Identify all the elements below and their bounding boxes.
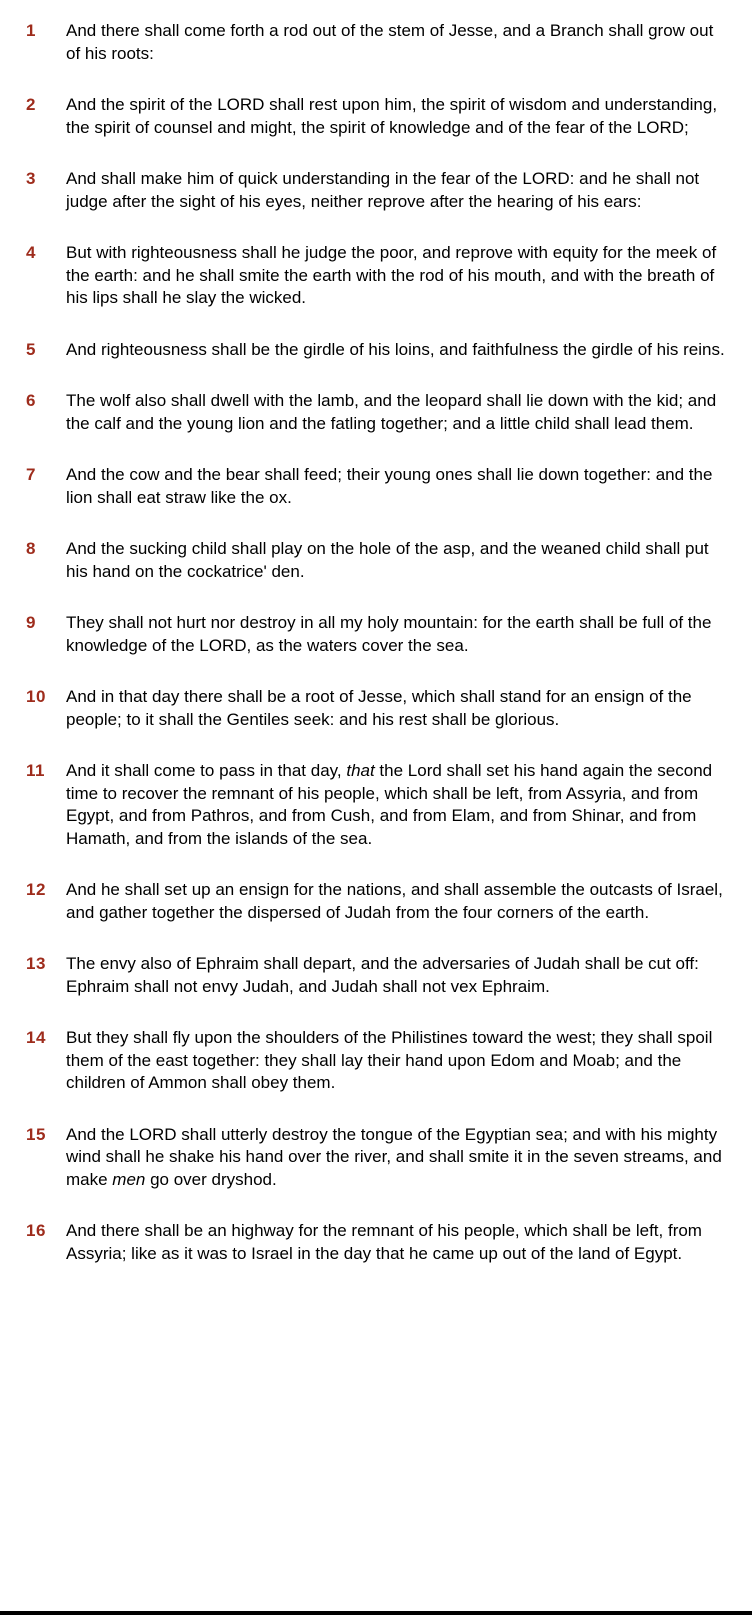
verse-text-segment: And righteousness shall be the girdle of his loins, and faithfulness the girdle of his reins. (66, 339, 725, 359)
verse-text (66, 953, 750, 998)
verse-row (0, 464, 752, 509)
verse-number: 7 (26, 465, 36, 484)
verse-row (0, 242, 752, 310)
verse-text (66, 879, 750, 924)
verse-number: 8 (26, 539, 36, 558)
verse-row (0, 760, 752, 850)
verse-text (66, 538, 750, 583)
verse-list (0, 20, 752, 1265)
verse-number: 12 (26, 880, 46, 899)
verse-text-segment: the Lord shall set his hand again the second time to recover the remnant of his people, which shall be left, from Assyria, and from Egypt, and from Pathros, and from Cush, and from Elam, and from Shinar, and from Hamath, and from the islands of the sea. (66, 761, 713, 848)
verse-text-segment: The wolf also shall dwell with the lamb, and the leopard shall lie down with the kid; and the calf and the young lion and the fatling together; and a little child shall lead them. (66, 391, 717, 433)
verse-text-segment: They shall not hurt nor destroy in all my holy mountain: for the earth shall be full of the knowledge of the LORD, as the waters cover the sea. (66, 613, 712, 655)
verse-text-segment: And it shall come to pass in that day, (66, 761, 347, 780)
verse-number: 4 (26, 243, 36, 262)
verse-text-segment: go over dryshod. (145, 1169, 277, 1189)
verse-number: 3 (26, 169, 36, 188)
verse-text-italic-segment: that (346, 761, 375, 780)
verse-row (0, 538, 752, 583)
verse-text (66, 390, 750, 435)
verse-text (66, 242, 750, 310)
verse-row (0, 20, 752, 65)
verse-text-segment: But with righteousness shall he judge the poor, and reprove with equity for the meek of the earth: and he shall smite the earth with the rod of his mouth, and with the breath of his lips shall he slay the wicked. (66, 243, 717, 307)
verse-row (0, 686, 752, 731)
verse-text-segment: And there shall be an highway for the remnant of his people, which shall be left, from Assyria; like as it was to Israel in the day that he came up out of the land of Egypt. (66, 1221, 702, 1263)
verse-number: 13 (26, 954, 46, 973)
verse-number: 15 (26, 1124, 46, 1144)
verse-number: 14 (26, 1028, 46, 1047)
verse-text-segment: And shall make him of quick understanding in the fear of the LORD: and he shall not judge after the sight of his eyes, neither reprove after the hearing of his ears: (66, 169, 700, 211)
verse-text (66, 1027, 750, 1095)
verse-row (0, 612, 752, 657)
verse-text-segment: And the cow and the bear shall feed; their young ones shall lie down together: and the lion shall eat straw like the ox. (66, 465, 713, 507)
verse-text (66, 760, 750, 850)
verse-text (66, 464, 750, 509)
verse-text (66, 1124, 750, 1192)
verse-number: 9 (26, 613, 36, 632)
verse-number: 1 (26, 21, 36, 40)
verse-text-segment: The envy also of Ephraim shall depart, and the adversaries of Judah shall be cut off: Ephraim shall not envy Judah, and Judah shall not vex Ephraim. (66, 954, 699, 996)
verse-row (0, 1027, 752, 1095)
verse-row (0, 1220, 752, 1265)
verse-row (0, 390, 752, 435)
verse-number: 2 (26, 95, 36, 114)
verse-text (66, 686, 750, 731)
verse-text (66, 20, 750, 65)
verse-text-segment: And the spirit of the LORD shall rest upon him, the spirit of wisdom and understanding, the spirit of counsel and might, the spirit of knowledge and of the fear of the LORD; (66, 95, 718, 137)
verse-text (66, 1220, 750, 1265)
verse-number: 16 (26, 1221, 46, 1240)
verse-row (0, 94, 752, 139)
verse-row (0, 1124, 752, 1192)
verse-number: 6 (26, 391, 36, 410)
verse-row (0, 168, 752, 213)
verse-text-segment: And the sucking child shall play on the hole of the asp, and the weaned child shall put his hand on the cockatrice' den. (66, 539, 709, 581)
verse-row (0, 953, 752, 998)
verse-number: 11 (26, 761, 45, 780)
verse-text (66, 339, 750, 362)
verse-text-segment: And in that day there shall be a root of Jesse, which shall stand for an ensign of the people; to it shall the Gentiles seek: and his rest shall be glorious. (66, 687, 692, 729)
verse-text (66, 612, 750, 657)
verse-text-segment: And the LORD shall utterly destroy the tongue of the Egyptian sea; and with his mighty wind shall he shake his hand over the river, and shall smite it in the seven streams, and make (66, 1124, 722, 1189)
bottom-divider (0, 1611, 752, 1615)
verse-text-segment: And there shall come forth a rod out of the stem of Jesse, and a Branch shall grow out of his roots: (66, 21, 714, 63)
verse-text-segment: But they shall fly upon the shoulders of the Philistines toward the west; they shall spoil them of the east together: they shall lay their hand upon Edom and Moab; and the children of Ammon shall obey them. (66, 1028, 713, 1092)
verse-number: 5 (26, 339, 36, 359)
verse-text-italic-segment: men (112, 1169, 146, 1189)
verse-text (66, 94, 750, 139)
verse-text (66, 168, 750, 213)
verse-text-segment: And he shall set up an ensign for the nations, and shall assemble the outcasts of Israel, and gather together the dispersed of Judah from the four corners of the earth. (66, 880, 723, 922)
verse-row (0, 339, 752, 362)
verse-number: 10 (26, 687, 46, 706)
verse-row (0, 879, 752, 924)
